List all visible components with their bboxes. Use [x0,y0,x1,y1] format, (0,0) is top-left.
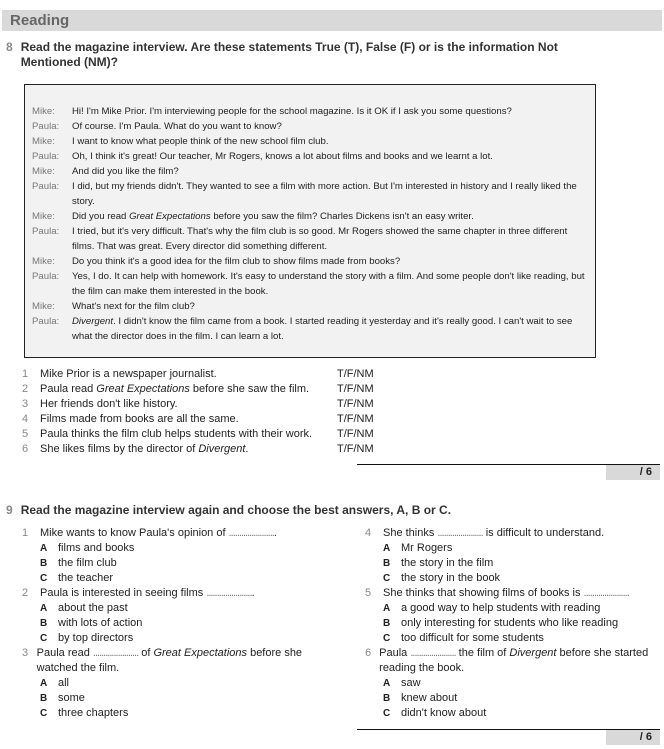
question-text [383,586,629,601]
answer-option[interactable] [365,616,660,631]
text-segment: Did you read [72,211,130,222]
dialogue-line [32,149,585,164]
dialogue-text [72,119,585,134]
statement-row [22,427,374,442]
answer-blank[interactable]: ...................... [410,647,456,659]
text-segment: She likes films by the director of [40,443,199,455]
answer-options[interactable]: T/F/NM [337,428,374,440]
text-segment: And did you like the film? [72,166,179,177]
option-letter: B [383,693,391,704]
option-text: a good way to help students with reading [401,602,601,614]
speaker-label: Paula: [32,316,60,327]
mc-question [365,526,660,586]
option-text: Mr Rogers [401,542,453,554]
mc-question [22,526,322,586]
statement-text [40,397,337,412]
text-segment: Mike Prior is a newspaper journalist. [40,368,217,380]
answer-option[interactable] [365,706,660,721]
option-letter: C [383,573,391,584]
option-text: the story in the book [401,572,501,584]
text-segment: is difficult to understand. [482,527,605,539]
option-text: with lots of action [58,617,143,629]
dialogue-line [32,269,585,299]
mc-question [22,586,322,646]
text-segment: before she started reading the book. [379,647,649,674]
option-text: by top directors [58,632,134,644]
speaker-label: Mike: [32,256,55,267]
speaker-label: Paula: [32,151,60,162]
dialogue-line [32,179,585,209]
question-number: 1 [22,527,29,539]
option-letter: C [40,708,48,719]
dialogue-line [32,209,585,224]
score-box: / 6 [606,730,660,745]
text-segment: before you saw the film? Charles Dickens isn't an easy writer. [210,211,474,222]
question-number: 2 [22,587,29,599]
answer-option[interactable] [22,616,322,631]
text-segment: She thinks [383,527,438,539]
text-segment: Paula is interested in seeing films [40,587,207,599]
speaker-label: Mike: [32,136,55,147]
dialogue-text [72,299,585,314]
book-title: Great Expectations [153,647,248,659]
option-letter: C [40,633,48,644]
option-text: didn't know about [401,707,487,719]
option-letter: A [383,678,391,689]
question-text [40,526,277,541]
statement-number: 5 [22,428,29,440]
speaker-label: Paula: [32,181,60,192]
dialogue-line [32,119,585,134]
option-letter: B [383,558,391,569]
option-text: the story in the film [401,557,494,569]
option-text: about the past [58,602,128,614]
question-number: 8 [6,40,13,54]
dialogue-text [72,224,585,254]
question-number: 6 [365,647,372,659]
option-text: knew about [401,692,458,704]
answer-blank[interactable]: ...................... [92,647,139,659]
dialogue-line [32,104,585,119]
dialogue-line [32,254,585,269]
book-title: Great Expectations [129,211,211,222]
answer-options[interactable]: T/F/NM [337,413,374,425]
dialogue-line [32,164,585,179]
answer-option[interactable] [22,691,322,706]
question-text [37,646,322,676]
answer-option[interactable] [22,631,322,646]
statement-text [40,367,337,382]
question-9-heading [6,503,451,518]
mc-question [365,646,660,721]
dialogue-text [72,149,585,164]
statement-row [22,442,374,457]
option-letter: A [40,603,48,614]
statement-row [22,367,374,382]
option-letter: C [383,708,391,719]
question-stem [365,526,660,541]
answer-blank[interactable]: ...................... [583,587,629,599]
dialogue-text [72,104,585,119]
answer-option[interactable] [365,571,660,586]
option-text: some [58,692,85,704]
speaker-label: Mike: [32,301,55,312]
dialogue-text [72,164,585,179]
speaker-label: Paula: [32,271,60,282]
option-letter: C [40,573,48,584]
text-segment: I want to know what people think of the new school film club. [72,136,329,147]
dialogue-text [72,314,585,344]
text-segment: Oh, I think it's great! Our teacher, Mr Rogers, knows a lot about films and books and we learnt a lot. [72,151,493,162]
question-number: 3 [22,647,29,659]
answer-option[interactable] [22,571,322,586]
question-stem [365,646,660,676]
answer-options[interactable]: T/F/NM [337,443,374,455]
answer-option[interactable] [365,541,660,556]
text-segment: Of course. I'm Paula. What do you want to know? [72,121,282,132]
interview-text-box [24,84,596,358]
option-text: only interesting for students who like reading [401,617,619,629]
answer-options[interactable]: T/F/NM [337,383,374,395]
speaker-label: Mike: [32,166,55,177]
text-segment: Do you think it's a good idea for the film club to show films made from books? [72,256,401,267]
option-letter: B [40,558,48,569]
option-text: too difficult for some students [401,632,544,644]
statement-number: 1 [22,368,29,380]
dialogue-text [72,254,585,269]
option-text: three chapters [58,707,129,719]
text-segment: I did, but my friends didn't. They wanted to see a film with more action. But I'm interested in history and I really liked the story. [72,181,577,207]
answer-option[interactable] [365,601,660,616]
option-letter: B [383,618,391,629]
answer-options[interactable]: T/F/NM [337,398,374,410]
question-number: 9 [6,503,13,517]
text-segment: of [138,647,154,659]
text-segment: Mike wants to know Paula's opinion of [40,527,229,539]
question-stem [365,586,660,601]
question-stem [22,646,322,676]
statement-row [22,397,374,412]
answer-option[interactable] [365,676,660,691]
option-text: films and books [58,542,135,554]
dialogue-line [32,314,585,344]
text-segment: What's next for the film club? [72,301,195,312]
section-header: Reading [2,10,662,31]
text-segment: the film of [455,647,510,659]
statement-text [40,412,337,427]
question-stem [22,526,322,541]
question-instruction: Read the magazine interview again and choose the best answers, A, B or C. [20,503,452,517]
question-number: 5 [365,587,372,599]
answer-blank[interactable]: ...................... [437,527,483,539]
text-segment: Paula read [36,647,93,659]
questions-right-column [365,526,660,721]
speaker-label: Paula: [32,121,60,132]
statement-number: 2 [22,383,29,395]
question-stem [22,586,322,601]
option-letter: B [40,693,48,704]
book-title: Great Expectations [96,383,190,395]
dialogue-text [72,209,585,224]
question-instruction: Read the magazine interview. Are these statements True (T), False (F) or is the information Not Mentioned (NM)? [20,40,558,69]
option-letter: C [383,633,391,644]
option-text: the teacher [58,572,114,584]
question-text [379,646,660,676]
text-segment: . I didn't know the film came from a book. I started reading it yesterday and it's really good. I can't wait to see what the director does in the film. I can learn a lot. [72,316,573,342]
option-letter: A [40,678,48,689]
questions-left-column [22,526,322,721]
dialogue-text [72,134,585,149]
option-letter: A [40,543,48,554]
answer-option[interactable] [365,556,660,571]
statement-row [22,412,374,427]
dialogue-line [32,134,585,149]
answer-option[interactable] [22,601,322,616]
book-title: Divergent [198,443,246,455]
answer-option[interactable] [22,676,322,691]
speaker-label: Mike: [32,211,55,222]
statement-text [40,427,337,442]
answer-option[interactable] [22,706,322,721]
speaker-label: Mike: [32,106,55,117]
mc-question [22,646,322,721]
option-text: the film club [58,557,117,569]
statement-number: 6 [22,443,29,455]
dialogue-text [72,269,585,299]
dialogue-text [72,179,585,209]
score-box: / 6 [606,465,660,480]
text-segment: . [245,443,249,455]
text-segment: She thinks that showing films of books is [383,587,584,599]
answer-option[interactable] [22,556,322,571]
question-text [383,526,604,541]
option-letter: A [383,543,391,554]
book-title: Divergent [509,647,557,659]
text-segment: Paula read [40,383,97,395]
option-letter: B [40,618,48,629]
text-segment: I tried, but it's very difficult. That's why the film club is so good. Mr Rogers showed the same chapter in three different films. That was great. Every director did something different. [72,226,568,252]
answer-blank[interactable]: ...................... [228,527,274,539]
book-title: Divergent [72,316,114,327]
text-segment: Her friends don't like history. [40,398,178,410]
question-8-heading [6,40,576,70]
answer-options[interactable]: T/F/NM [337,368,374,380]
dialogue-line [32,224,585,254]
text-segment: before she saw the film. [189,383,310,395]
answer-option[interactable] [365,631,660,646]
text-segment: Paula thinks the film club helps students with their work. [40,428,313,440]
mc-question [365,586,660,646]
text-segment: Hi! I'm Mike Prior. I'm interviewing people for the school magazine. Is it OK if I ask you some questions? [72,106,512,117]
text-segment: Films made from books are all the same. [40,413,239,425]
statement-number: 3 [22,398,29,410]
dialogue-line [32,299,585,314]
speaker-label: Paula: [32,226,60,237]
statement-text [40,442,337,457]
answer-option[interactable] [22,541,322,556]
text-segment: . [251,587,255,599]
statements-list [22,367,374,457]
text-segment: before she watched the film. [36,647,303,674]
text-segment: . [273,527,277,539]
option-text: all [58,677,70,689]
text-segment: Paula [379,647,411,659]
option-text: saw [401,677,421,689]
statement-row [22,382,374,397]
text-segment: Yes, I do. It can help with homework. It's easy to understand the story with a film. And some people don't like reading, but the film can make them interested in the book. [72,271,585,297]
statement-number: 4 [22,413,29,425]
question-text [40,586,255,601]
statement-text [40,382,337,397]
answer-blank[interactable]: ...................... [206,587,252,599]
question-number: 4 [365,527,372,539]
answer-option[interactable] [365,691,660,706]
option-letter: A [383,603,391,614]
